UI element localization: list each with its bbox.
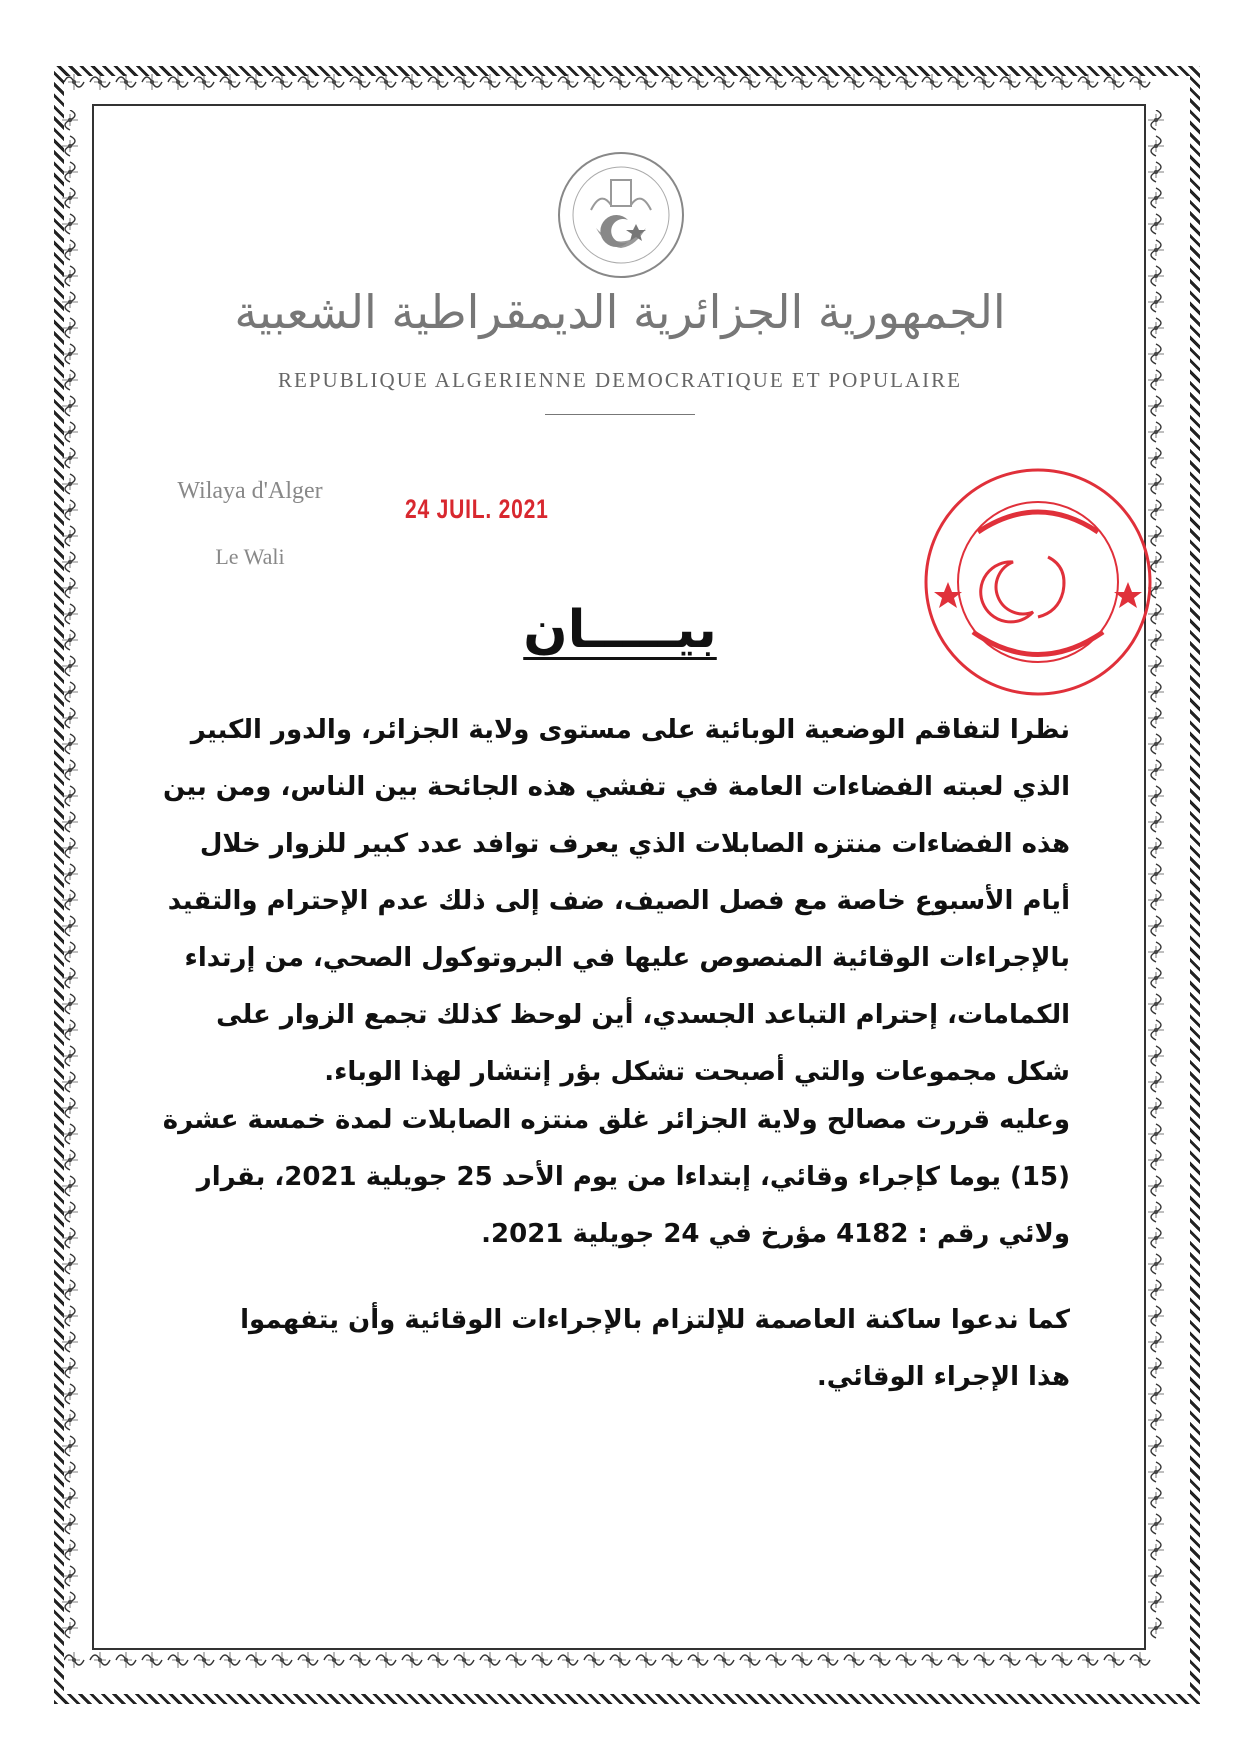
ornament-bottom: [64, 1648, 1174, 1674]
arabic-republic-title: الجمهورية الجزائرية الديمقراطية الشعبية: [234, 285, 1006, 339]
paragraph-line: هذا الإجراء الوقائي.: [816, 1362, 1070, 1392]
date-stamp: 24 JUIL. 2021: [405, 494, 549, 524]
french-republic-title: REPUBLIQUE ALGERIENNE DEMOCRATIQUE ET POPULAIRE: [278, 368, 962, 392]
national-emblem-icon: [556, 150, 686, 280]
paragraph-line: الذي لعبته الفضاءات العامة في تفشي هذه الجائحة بين الناس، ومن بين: [162, 772, 1070, 802]
wali-label: Le Wali: [215, 544, 285, 569]
paragraph-line: وعليه قررت مصالح ولاية الجزائر غلق منتزه الصابلات لمدة خمسة عشرة: [162, 1105, 1070, 1135]
ornament-top: [64, 70, 1174, 96]
paragraph-line: أيام الأسبوع خاصة مع فصل الصيف، ضف إلى ذلك عدم الإحترام والتقيد: [167, 886, 1070, 916]
divider: [545, 414, 695, 415]
paragraph-line: (15) يوما كإجراء وقائي، إبتداءا من يوم الأحد 25 جويلية 2021، بقرار: [196, 1162, 1070, 1192]
paragraph-2: [130, 1092, 1070, 1263]
paragraph-line: الكمامات، إحترام التباعد الجسدي، أين لوحظ كذلك تجمع الزوار على: [216, 1000, 1070, 1030]
wilaya-label: Wilaya d'Alger: [177, 478, 323, 504]
paragraph-line: ولائي رقم : 4182 مؤرخ في 24 جويلية 2021.: [481, 1219, 1070, 1249]
paragraph-3: [130, 1292, 1070, 1406]
ornament-left: [58, 110, 88, 1640]
paragraph-line: كما ندعوا ساكنة العاصمة للإلتزام بالإجراءات الوقائية وأن يتفهموا: [240, 1305, 1070, 1335]
paragraph-1: [130, 702, 1070, 1101]
paragraph-line: نظرا لتفاقم الوضعية الوبائية على مستوى ولاية الجزائر، والدور الكبير: [190, 715, 1070, 745]
ornament-right: [1144, 110, 1174, 1640]
official-seal-icon: [918, 462, 1158, 702]
paragraph-line: بالإجراءات الوقائية المنصوص عليها في البروتوكول الصحي، من إرتداء: [184, 943, 1070, 973]
statement-heading: بيـــــان: [523, 600, 717, 660]
paragraph-line: شكل مجموعات والتي أصبحت تشكل بؤر إنتشار لهذا الوباء.: [324, 1057, 1070, 1087]
paragraph-line: هذه الفضاءات منتزه الصابلات الذي يعرف توافد عدد كبير للزوار خلال: [199, 829, 1070, 859]
